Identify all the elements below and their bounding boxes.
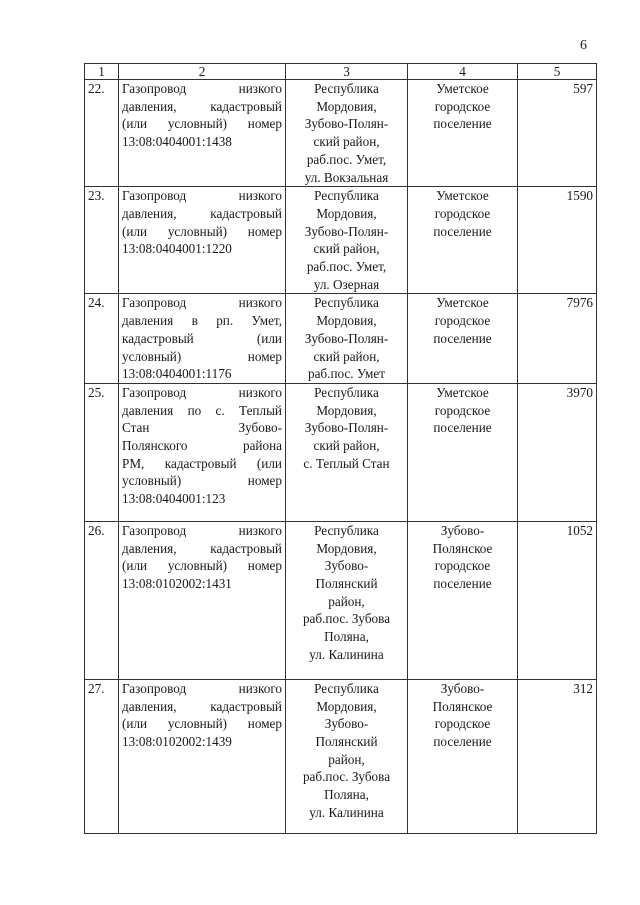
address-line: Зубово-Полян- <box>304 223 389 239</box>
address-line: Зубово- <box>324 558 369 574</box>
owner-line: городское <box>434 313 491 329</box>
row-number: 25. <box>85 383 119 521</box>
owner-line: поселение <box>433 116 492 132</box>
header-col-2: 2 <box>119 64 286 80</box>
object-name-line: давления, кадастровый <box>122 205 282 221</box>
owner-line: городское <box>434 558 491 574</box>
address-line: Зубово-Полян- <box>304 116 389 132</box>
owner-settlement <box>408 80 518 187</box>
address-line: Мордовия, <box>316 540 377 556</box>
object-address <box>286 383 408 521</box>
address-line: Поляна, <box>324 787 369 803</box>
owner-line: поселение <box>433 576 492 592</box>
registry-table <box>84 63 597 834</box>
owner-line: городское <box>434 98 491 114</box>
object-address <box>286 80 408 187</box>
object-name <box>119 187 286 294</box>
address-line: ский район, <box>313 241 380 257</box>
address-line: раб.пос. Зубова <box>302 611 391 627</box>
address-line: ул. Озерная <box>313 276 380 292</box>
owner-settlement <box>408 294 518 384</box>
object-name-line: давления, кадастровый <box>122 698 282 714</box>
address-line: Республика <box>314 295 379 311</box>
address-line: Зубово-Полян- <box>304 420 389 436</box>
address-line: Республика <box>314 522 379 538</box>
address-line: Полянский <box>315 734 378 750</box>
table-row <box>85 80 597 187</box>
object-name-line: Газопровод низкого <box>122 680 282 696</box>
page-number: 6 <box>580 38 587 53</box>
object-length: 312 <box>518 679 597 833</box>
address-line: ский район, <box>313 134 380 150</box>
owner-line: городское <box>434 716 491 732</box>
row-number: 26. <box>85 521 119 679</box>
table-row <box>85 679 597 833</box>
owner-line: городское <box>434 205 491 221</box>
object-name-line: Газопровод низкого <box>122 522 282 538</box>
owner-line: Полянское <box>432 698 493 714</box>
owner-line: Уметское <box>436 295 489 311</box>
owner-line: поселение <box>433 420 492 436</box>
object-name-line: (или условный) номер <box>122 716 282 732</box>
row-number: 24. <box>85 294 119 384</box>
owner-settlement <box>408 679 518 833</box>
owner-line: поселение <box>433 734 492 750</box>
owner-line: Уметское <box>436 81 489 96</box>
object-length: 1590 <box>518 187 597 294</box>
object-address <box>286 679 408 833</box>
row-number: 22. <box>85 80 119 187</box>
address-line: ул. Вокзальная <box>304 169 389 185</box>
object-name-line: РМ, кадастровый (или <box>122 455 282 471</box>
object-name-line: условный) номер <box>122 473 282 489</box>
address-line: раб.пос. Умет, <box>306 259 387 275</box>
object-name-line: давления, кадастровый <box>122 98 282 114</box>
object-name <box>119 80 286 187</box>
owner-line: поселение <box>433 330 492 346</box>
address-line: Республика <box>314 81 379 96</box>
object-name-line: 13:08:0404001:1438 <box>122 134 232 150</box>
object-name <box>119 383 286 521</box>
address-line: Полянский <box>315 576 378 592</box>
object-name-line: 13:08:0404001:1220 <box>122 241 232 257</box>
address-line: Республика <box>314 188 379 204</box>
owner-line: Уметское <box>436 384 489 400</box>
object-name <box>119 294 286 384</box>
object-name-line: Газопровод низкого <box>122 384 282 400</box>
header-col-5: 5 <box>518 64 597 80</box>
row-number: 23. <box>85 187 119 294</box>
owner-settlement <box>408 521 518 679</box>
object-name-line: 13:08:0404001:123 <box>122 491 226 507</box>
address-line: ский район, <box>313 348 380 364</box>
object-length: 3970 <box>518 383 597 521</box>
owner-settlement <box>408 187 518 294</box>
object-name-line: (или условный) номер <box>122 223 282 239</box>
address-line: ул. Калинина <box>309 804 384 820</box>
header-col-1: 1 <box>85 64 119 80</box>
header-row <box>85 64 597 80</box>
object-length: 1052 <box>518 521 597 679</box>
object-name-line: давления в рп. Умет, <box>122 313 282 329</box>
owner-settlement <box>408 383 518 521</box>
address-line: Мордовия, <box>316 313 377 329</box>
address-line: район, <box>328 751 365 767</box>
object-name-line: кадастровый (или <box>122 330 282 346</box>
header-col-3: 3 <box>286 64 408 80</box>
object-name <box>119 679 286 833</box>
address-line: Мордовия, <box>316 205 377 221</box>
owner-line: Уметское <box>436 188 489 204</box>
object-name-line: 13:08:0102002:1439 <box>122 734 232 750</box>
object-name-line: давления по с. Теплый <box>122 402 282 418</box>
address-line: с. Теплый Стан <box>303 455 390 471</box>
object-name-line: 13:08:0404001:1176 <box>122 366 232 382</box>
table-row <box>85 521 597 679</box>
object-name-line: (или условный) номер <box>122 558 282 574</box>
address-line: Республика <box>314 384 379 400</box>
address-line: Республика <box>314 680 379 696</box>
object-name-line: (или условный) номер <box>122 116 282 132</box>
address-line: Зубово-Полян- <box>304 330 389 346</box>
object-name-line: 13:08:0102002:1431 <box>122 576 232 592</box>
object-name-line: Газопровод низкого <box>122 295 282 311</box>
address-line: Мордовия, <box>316 698 377 714</box>
table-row <box>85 383 597 521</box>
owner-line: Полянское <box>432 540 493 556</box>
table-row <box>85 187 597 294</box>
table-row <box>85 294 597 384</box>
address-line: Мордовия, <box>316 98 377 114</box>
address-line: раб.пос. Умет, <box>306 151 387 167</box>
object-address <box>286 521 408 679</box>
address-line: ский район, <box>313 438 380 454</box>
object-name-line: давления, кадастровый <box>122 540 282 556</box>
address-line: ул. Калинина <box>309 646 384 662</box>
owner-line: поселение <box>433 223 492 239</box>
object-name <box>119 521 286 679</box>
object-name-line: Газопровод низкого <box>122 81 282 96</box>
row-number: 27. <box>85 679 119 833</box>
header-col-4: 4 <box>408 64 518 80</box>
address-line: Мордовия, <box>316 402 377 418</box>
owner-line: Зубово- <box>440 680 485 696</box>
object-name-line: условный) номер <box>122 348 282 364</box>
address-line: раб.пос. Умет <box>307 366 386 382</box>
object-name-line: Газопровод низкого <box>122 188 282 204</box>
address-line: Поляна, <box>324 629 369 645</box>
object-name-line: Полянского района <box>122 438 282 454</box>
owner-line: городское <box>434 402 491 418</box>
address-line: район, <box>328 593 365 609</box>
object-address <box>286 187 408 294</box>
address-line: раб.пос. Зубова <box>302 769 391 785</box>
object-length: 597 <box>518 80 597 187</box>
object-length: 7976 <box>518 294 597 384</box>
object-name-line: Стан Зубово- <box>122 420 282 436</box>
owner-line: Зубово- <box>440 522 485 538</box>
address-line: Зубово- <box>324 716 369 732</box>
object-address <box>286 294 408 384</box>
